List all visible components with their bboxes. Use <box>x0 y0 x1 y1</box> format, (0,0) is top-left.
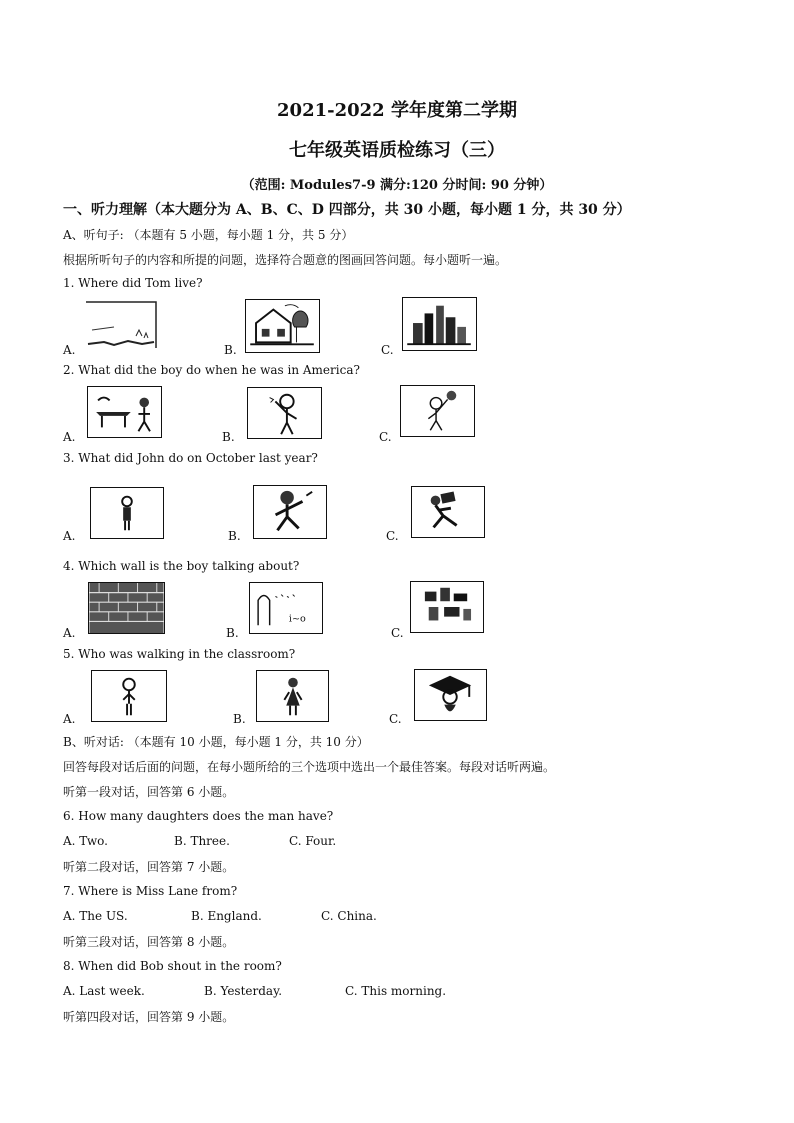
option-label: C. <box>386 529 399 543</box>
countryside-scene-image <box>84 300 158 352</box>
person-jumping-image <box>411 486 485 538</box>
graduate-with-cap-image <box>414 669 487 721</box>
part-b-title: B、听对话: （本题有 10 小题，每小题 1 分，共 10 分） <box>63 735 369 749</box>
exam-year-title: 2021-2022 学年度第二学期 <box>277 100 517 121</box>
person-standing-image <box>90 487 164 539</box>
question-4: 4. Which wall is the boy talking about? <box>63 559 300 573</box>
brick-wall-image <box>88 582 165 634</box>
dialogue-intro: 听第四段对话，回答第 9 小题。 <box>63 1010 235 1024</box>
part-a-instruction: 根据所听句子的内容和所提的问题，选择符合题意的图画回答问题。每小题听一遍。 <box>63 253 508 267</box>
question-3: 3. What did John do on October last year? <box>63 451 318 465</box>
boy-waving-image <box>247 387 322 439</box>
option-label: A. <box>63 712 76 726</box>
answer-option: C. This morning. <box>345 984 447 998</box>
woman-standing-image <box>256 670 329 722</box>
option-label: C. <box>391 626 404 640</box>
question-1: 1. Where did Tom live? <box>63 276 203 290</box>
svg-text:i~o: i~o <box>288 613 306 625</box>
dialogue-intro: 听第三段对话，回答第 8 小题。 <box>63 935 235 949</box>
painted-wall-image <box>249 582 323 634</box>
part-a-title: A、听句子: （本题有 5 小题，每小题 1 分，共 5 分） <box>63 228 354 242</box>
dialogue-intro: 听第一段对话，回答第 6 小题。 <box>63 785 235 799</box>
wall-with-pictures-image <box>410 581 484 633</box>
house-with-trees-image <box>245 299 320 353</box>
option-label: B. <box>233 712 246 726</box>
answer-option: A. Last week. <box>63 984 145 998</box>
basketball-player-image <box>400 385 475 437</box>
question-5: 5. Who was walking in the classroom? <box>63 647 296 661</box>
answer-option: C. Four. <box>289 834 337 848</box>
table-tennis-image <box>87 386 162 438</box>
girl-standing-image <box>91 670 167 722</box>
option-label: B. <box>226 626 239 640</box>
part-b-instruction: 回答每段对话后面的问题，在每小题所给的三个选项中选出一个最佳答案。每段对话听两遍。 <box>63 760 556 774</box>
option-label: A. <box>63 626 76 640</box>
answer-option: B. England. <box>191 909 262 923</box>
answer-option: C. China. <box>321 909 377 923</box>
question-8: 8. When did Bob shout in the room? <box>63 959 282 973</box>
question-2: 2. What did the boy do when he was in America? <box>63 363 360 377</box>
question-7: 7. Where is Miss Lane from? <box>63 884 238 898</box>
city-buildings-image <box>402 297 477 351</box>
option-label: C. <box>389 712 402 726</box>
option-label: A. <box>63 529 76 543</box>
answer-option: B. Yesterday. <box>204 984 283 998</box>
answer-option: B. Three. <box>174 834 230 848</box>
option-label: B. <box>222 430 235 444</box>
exam-title: 七年级英语质检练习（三） <box>289 140 505 161</box>
answer-option: A. Two. <box>63 834 108 848</box>
option-label: B. <box>228 529 241 543</box>
option-label: A. <box>63 343 76 357</box>
option-label: B. <box>224 343 237 357</box>
person-running-image <box>253 485 327 539</box>
option-label: A. <box>63 430 76 444</box>
option-label: C. <box>379 430 392 444</box>
exam-scope: （范围: Modules7-9 满分:120 分时间: 90 分钟） <box>241 178 553 193</box>
dialogue-intro: 听第二段对话，回答第 7 小题。 <box>63 860 235 874</box>
section-heading: 一、听力理解（本大题分为 A、B、C、D 四部分，共 30 小题，每小题 1 分，共 30 分） <box>63 202 631 218</box>
question-6: 6. How many daughters does the man have? <box>63 809 334 823</box>
option-label: C. <box>381 343 394 357</box>
answer-option: A. The US. <box>63 909 128 923</box>
